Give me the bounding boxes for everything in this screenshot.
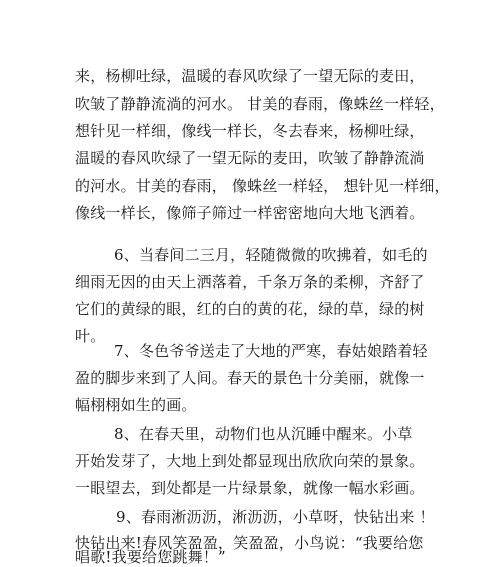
text-line: 快钻出来!春风笑盈盈，笑盈盈，小鸟说：“我要给您 [75, 534, 424, 552]
text-line: 想针见一样细，像线一样长，冬去春来，杨柳吐绿， [75, 122, 425, 140]
text-line: 像线一样长，像筛子筛过一样密密地向大地飞洒着。 [75, 204, 425, 222]
paragraph-6-first-line: 6、当春间二三月，轻随微微的吹拂着，如毛的 [114, 246, 428, 264]
text-line: 的河水。甘美的春雨， 像蛛丝一样轻， 想针见一样细， [75, 177, 450, 195]
text-line: 开始发芽了，大地上到处都显现出欣欣向荣的景象。 [75, 452, 425, 470]
text-line: 幅栩栩如生的画。 [75, 396, 197, 414]
paragraph-8-first-line: 8、在春天里，动物们也从沉睡中醒来。小草 [114, 425, 413, 443]
text-line: 温暖的春风吹绿了一望无际的麦田，吹皱了静静流淌 [75, 149, 425, 167]
text-line: 来，杨柳吐绿，温暖的春风吹绿了一望无际的麦田， [75, 67, 425, 85]
text-line: 吹皱了静静流淌的河水。 甘美的春雨，像蛛丝一样轻， [75, 95, 445, 113]
text-line: 细雨无因的由天上洒落着，千条万条的柔柳，齐舒了 [75, 273, 425, 291]
text-line: 它们的黄绿的眼，红的白的黄的花，绿的草，绿的树 [75, 300, 425, 318]
text-line: 唱歌!我要给您跳舞！” [75, 548, 226, 566]
text-line: 叶。 [75, 327, 106, 345]
paragraph-9-first-line: 9、春雨淅沥沥，淅沥沥，小草呀，快钻出来 ！ [116, 508, 435, 526]
text-line: 盈的脚步来到了人间。春天的景色十分美丽，就像一 [75, 369, 425, 387]
paragraph-7-first-line: 7、冬色爷爷送走了大地的严寒，春姑娘踏着轻 [114, 342, 428, 360]
text-line: 一眼望去，到处都是一片绿景象，就像一幅水彩画。 [75, 479, 425, 497]
